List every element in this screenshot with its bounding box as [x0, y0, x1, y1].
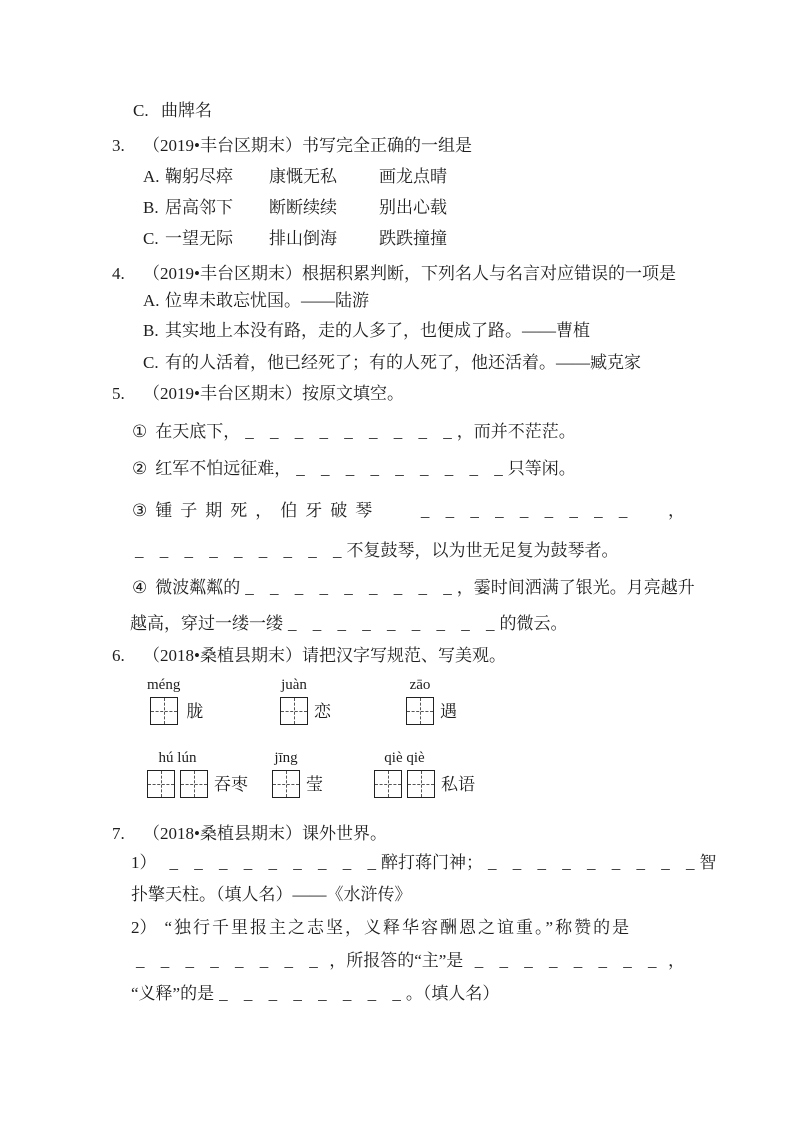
fill-blank: _ _ _ _ _ _ _ _ _: [420, 501, 628, 520]
option-label: C.: [143, 229, 159, 248]
character-suffix: 莹: [306, 775, 323, 794]
word-group: 鞠躬尽瘁: [165, 167, 233, 186]
tianzige-box: [406, 697, 434, 725]
word-group: 居高邻下: [165, 198, 233, 217]
item-text: 智: [699, 853, 717, 872]
fill-blank: _ _ _ _ _ _ _ _ _: [296, 459, 503, 478]
q7-sub2-line-3: [131, 983, 793, 1005]
item-text: [132, 500, 380, 522]
q3-number: 3.: [112, 136, 125, 155]
item-marker: ①: [132, 422, 148, 441]
pinyin-label: méng: [147, 677, 181, 693]
q5-item-4-line-2: [130, 613, 793, 635]
item-text: 。（填人名）: [405, 984, 500, 1003]
pinyin-label: qiè qiè: [384, 750, 425, 766]
item-marker: ③: [132, 501, 148, 520]
q3-stem-text: （2019•丰台区期末）书写完全正确的一组是: [143, 136, 472, 155]
pinyin-label: juàn: [281, 677, 307, 693]
q4-number: 4.: [112, 264, 125, 283]
tianzige-box: [147, 770, 175, 798]
q3-option-a: [143, 166, 793, 188]
q7-stem: [0, 823, 793, 845]
q5-item-4-line-1: [132, 577, 793, 599]
character-suffix: 恋: [314, 702, 331, 721]
pinyin-label: zāo: [409, 677, 431, 693]
item-marker: 2）: [131, 918, 157, 937]
option-text: 曲牌名: [161, 101, 212, 120]
q7-stem-text: （2018•桑植县期末）课外世界。: [143, 824, 387, 843]
item-marker: ②: [132, 459, 148, 478]
tianzige-box: [272, 770, 300, 798]
item-text: 只等闲。: [507, 459, 576, 478]
pinyin-label: hú lún: [158, 750, 197, 766]
q6-writing-row-1: [0, 675, 793, 725]
writing-group: [147, 675, 203, 725]
q7-sub1-line-1: [131, 852, 717, 874]
character-suffix: 遇: [440, 702, 457, 721]
option-label: C.: [143, 353, 159, 372]
fill-blank: _ _ _ _ _ _ _ _ _: [245, 422, 452, 441]
q3-stem: [0, 135, 793, 157]
fill-blank: _ _ _ _ _ _ _ _ _: [288, 614, 495, 633]
character-suffix: 胧: [186, 702, 204, 721]
word-group: 别出心载: [379, 198, 447, 217]
word-group: 画龙点晴: [379, 167, 447, 186]
tianzige-box: [280, 697, 308, 725]
item-text: “义释”的是: [131, 984, 215, 1003]
item-text: 不复鼓琴，以为世无足复为鼓琴者。: [346, 541, 619, 560]
word-group: 断断续续: [269, 198, 337, 217]
item-text: 越高，穿过一缕一缕: [130, 614, 283, 633]
option-text: 其实地上本没有路，走的人多了，也便成了路。——曹植: [165, 321, 590, 340]
option-label: C.: [133, 101, 149, 120]
q5-number: 5.: [112, 384, 125, 403]
tianzige-box: [150, 697, 178, 725]
fill-blank: _ _ _ _ _ _ _ _ _: [245, 578, 452, 597]
fill-blank: _ _ _ _ _ _ _ _: [136, 951, 318, 970]
character-suffix: 私语: [441, 775, 475, 794]
item-marker: ④: [132, 578, 148, 597]
fill-blank: _ _ _ _ _ _ _ _ _: [135, 541, 342, 560]
q7-number: 7.: [112, 824, 125, 843]
item-text: 锺子期死，伯牙破琴: [155, 501, 381, 520]
item-text: “独行千里报主之志坚，义释华容酬恩之谊重。”称赞的是: [164, 918, 632, 937]
tianzige-box: [180, 770, 208, 798]
q6-stem: [0, 645, 793, 667]
word-group: 跌跌撞撞: [379, 229, 447, 248]
word-group: 排山倒海: [269, 229, 337, 248]
option-label: B.: [143, 321, 159, 340]
word-group: 康慨无私: [269, 167, 337, 186]
q6-number: 6.: [112, 646, 125, 665]
item-text: ，霎时间洒满了银光。月亮越升: [456, 578, 695, 597]
fill-blank: _ _ _ _ _ _ _ _: [219, 984, 401, 1003]
writing-group: [147, 748, 248, 798]
character-suffix: 吞枣: [214, 775, 248, 794]
tianzige-box: [407, 770, 435, 798]
q4-stem: [0, 263, 793, 285]
q7-sub2-line-2: [131, 950, 685, 972]
item-text: ，: [668, 951, 685, 970]
item-text: 在天底下，: [155, 422, 241, 441]
item-text: 微波粼粼的: [155, 578, 241, 597]
word-group: 一望无际: [165, 229, 233, 248]
item-marker: 1）: [131, 853, 157, 872]
item-text: 扑擎天柱。（填人名）——《水浒传》: [131, 885, 412, 904]
q5-stem: [0, 383, 793, 405]
writing-group: [406, 675, 457, 725]
writing-group: [374, 748, 475, 798]
item-text: ，: [668, 501, 685, 520]
q6-writing-row-2: [0, 748, 793, 798]
writing-group: [272, 748, 323, 798]
tianzige-box: [374, 770, 402, 798]
q4-stem-text: （2019•丰台区期末）根据积累判断，下列名人与名言对应错误的一项是: [143, 264, 676, 283]
option-text: 位卑未敢忘忧国。——陆游: [165, 291, 369, 310]
q7-sub2-line-1: [131, 917, 793, 939]
fill-blank: _ _ _ _ _ _ _ _ _: [169, 853, 376, 872]
q4-option-c: [143, 352, 793, 374]
q6-stem-text: （2018•桑植县期末）请把汉字写规范、写美观。: [143, 646, 506, 665]
q5-item-3-line-1: [132, 500, 685, 522]
q3-option-c: [143, 228, 793, 250]
option-label: B.: [143, 198, 159, 217]
option-label: A.: [143, 291, 160, 310]
fill-blank: _ _ _ _ _ _ _ _: [474, 951, 657, 970]
item-text: 的微云。: [499, 614, 568, 633]
item-text: 红军不怕远征难，: [155, 459, 292, 478]
item-text: ，而并不茫茫。: [456, 422, 576, 441]
q5-item-1: [132, 421, 793, 443]
writing-group: [280, 675, 331, 725]
prev-question-option-c: [133, 100, 793, 122]
option-text: 有的人活着，他已经死了；有的人死了，他还活着。——臧克家: [165, 353, 641, 372]
q4-option-b: [143, 320, 793, 342]
q5-stem-text: （2019•丰台区期末）按原文填空。: [143, 384, 404, 403]
q5-item-3-line-2: [130, 540, 793, 562]
pinyin-label: jīng: [274, 750, 298, 766]
fill-blank: _ _ _ _ _ _ _ _ _: [488, 853, 695, 872]
item-text: ，所报答的“主”是: [329, 951, 464, 970]
q7-sub1-line-2: [131, 884, 793, 906]
q3-option-b: [143, 197, 793, 219]
q4-option-a: [143, 290, 793, 312]
q5-item-2: [132, 458, 793, 480]
option-label: A.: [143, 167, 160, 186]
item-text: 醉打蒋门神；: [381, 853, 483, 872]
